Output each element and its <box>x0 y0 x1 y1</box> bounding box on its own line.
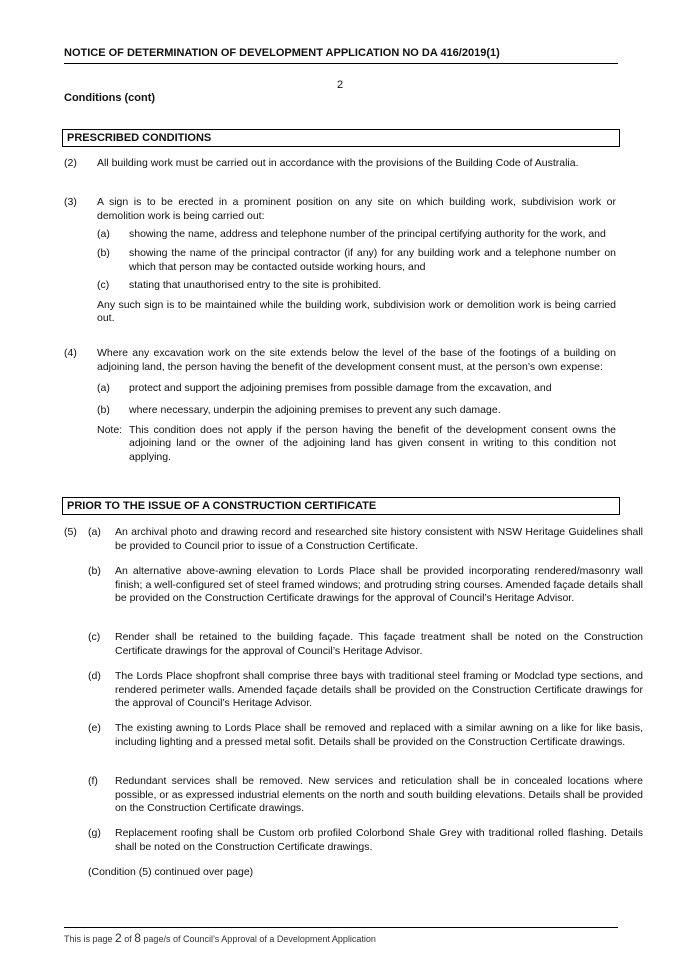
subitem-label: (b) <box>97 403 110 416</box>
subitem-label: (g) <box>88 827 101 839</box>
subitem-text: where necessary, underpin the adjoining premises to prevent any such damage. <box>129 403 501 416</box>
subitem-label: (c) <box>97 279 110 292</box>
condition-4 <box>64 347 616 464</box>
subitem-text: An archival photo and drawing record and researched site history consistent with NSW Heritage Guidelines shall be provided to Council prior to issue of a Construction Certificate. <box>115 526 643 552</box>
condition-subitem <box>97 382 616 396</box>
footer-page-number: 2 <box>115 931 122 945</box>
condition-5-item <box>88 827 643 854</box>
subitem-text: showing the name of the principal contractor (if any) for any building work and a telephone number on which that person may be contacted outside working hours, and <box>129 246 616 273</box>
condition-5-item <box>88 775 643 816</box>
subitem-label: (b) <box>97 246 110 259</box>
subitem-label: (d) <box>88 670 101 682</box>
condition-text: All building work must be carried out in accordance with the provisions of the Building Code of Australia. <box>97 157 579 169</box>
condition-note <box>97 424 616 465</box>
subitem-label: (b) <box>88 565 101 577</box>
subitem-label: (a) <box>97 228 110 241</box>
condition-number: (5) <box>64 526 77 538</box>
condition-subitem <box>97 404 616 418</box>
footer-divider <box>64 927 618 928</box>
condition-5-item <box>88 722 643 749</box>
subitem-text: Redundant services shall be removed. New services and reticulation shall be in concealed locations where possible, or as expressed industrial elements on the north and south building elevations. Details shall be provided on the Construction Certificate drawings. <box>115 775 643 815</box>
subitem-text: stating that unauthorised entry to the site is prohibited. <box>129 279 382 292</box>
conditions-cont-heading: Conditions (cont) <box>64 92 156 104</box>
footer-total-pages: 8 <box>134 931 141 945</box>
subitem-text: protect and support the adjoining premises from possible damage from the excavation, and <box>129 382 552 395</box>
note-text: This condition does not apply if the person having the benefit of the development consent owns the adjoining land or the owner of the adjoining land has given consent in writing to this condition not applying. <box>129 423 616 463</box>
subitem-text: Render shall be retained to the building façade. This façade treatment shall be noted on the Construction Certificate drawings for the approval of Council’s Heritage Advisor. <box>115 631 643 657</box>
condition-5-item <box>88 565 643 606</box>
condition-5-item <box>88 526 643 553</box>
condition-number: (3) <box>64 196 77 208</box>
document-title: NOTICE OF DETERMINATION OF DEVELOPMENT APPLICATION NO DA 416/2019(1) <box>64 46 618 64</box>
prescribed-conditions-heading: PRESCRIBED CONDITIONS <box>62 129 620 147</box>
condition-number: (4) <box>64 347 77 359</box>
footer-prefix: This is page <box>64 934 116 944</box>
condition-intro: A sign is to be erected in a prominent position on any site on which building work, subdivision work or demolition work is being carried out: <box>97 196 616 222</box>
page-number: 2 <box>336 79 344 91</box>
subitem-text: An alternative above-awning elevation to Lords Place shall be provided incorporating rendered/masonry wall finish; a well-configured set of steel framed windows; and protruding string courses. Amended façade details shall be provided on the Construction Certificate drawings for the approval of Council’s Heritage Advisor. <box>115 565 643 605</box>
page-footer <box>64 931 376 947</box>
continued-note: (Condition (5) continued over page) <box>88 866 254 878</box>
construction-certificate-heading: PRIOR TO THE ISSUE OF A CONSTRUCTION CERTIFICATE <box>62 497 620 515</box>
condition-subitem <box>97 279 616 293</box>
condition-subitem <box>97 247 616 274</box>
condition-closing: Any such sign is to be maintained while the building work, subdivision work or demolition work is being carried out. <box>97 298 616 325</box>
subitem-text: Replacement roofing shall be Custom orb profiled Colorbond Shale Grey with traditional rolled flashing. Details shall be noted on the Construction Certificate drawings. <box>115 827 643 853</box>
condition-number: (2) <box>64 157 77 169</box>
condition-3 <box>64 196 616 326</box>
footer-suffix: page/s of Council’s Approval of a Development Application <box>140 934 376 944</box>
subitem-label: (e) <box>88 722 101 734</box>
subitem-label: (a) <box>88 526 101 538</box>
subitem-text: showing the name, address and telephone number of the principal certifying authority for the work, and <box>129 228 606 241</box>
subitem-label: (f) <box>88 775 98 787</box>
condition-subitem <box>97 228 616 242</box>
note-label: Note: <box>97 423 123 436</box>
subitem-text: The Lords Place shopfront shall comprise three bays with traditional steel framing or Modclad type sections, and rendered perimeter walls. Amended façade details shall be provided on the Construction Certificate drawings for the approval of Council’s Heritage Advisor. <box>115 670 643 710</box>
condition-2 <box>64 157 616 171</box>
footer-of: of <box>121 934 135 944</box>
subitem-label: (c) <box>88 631 101 643</box>
condition-intro: Where any excavation work on the site extends below the level of the base of the footings of a building on adjoining land, the person having the benefit of the development consent must, at the person’s own expense: <box>97 347 616 373</box>
condition-5-item <box>88 631 643 658</box>
condition-5-item <box>88 670 643 711</box>
subitem-label: (a) <box>97 382 110 395</box>
subitem-text: The existing awning to Lords Place shall be removed and replaced with a similar awning on a like for like basis, including lighting and a pressed metal sofit. Details shall be provided on the Construction Certificate drawings. <box>115 722 643 748</box>
